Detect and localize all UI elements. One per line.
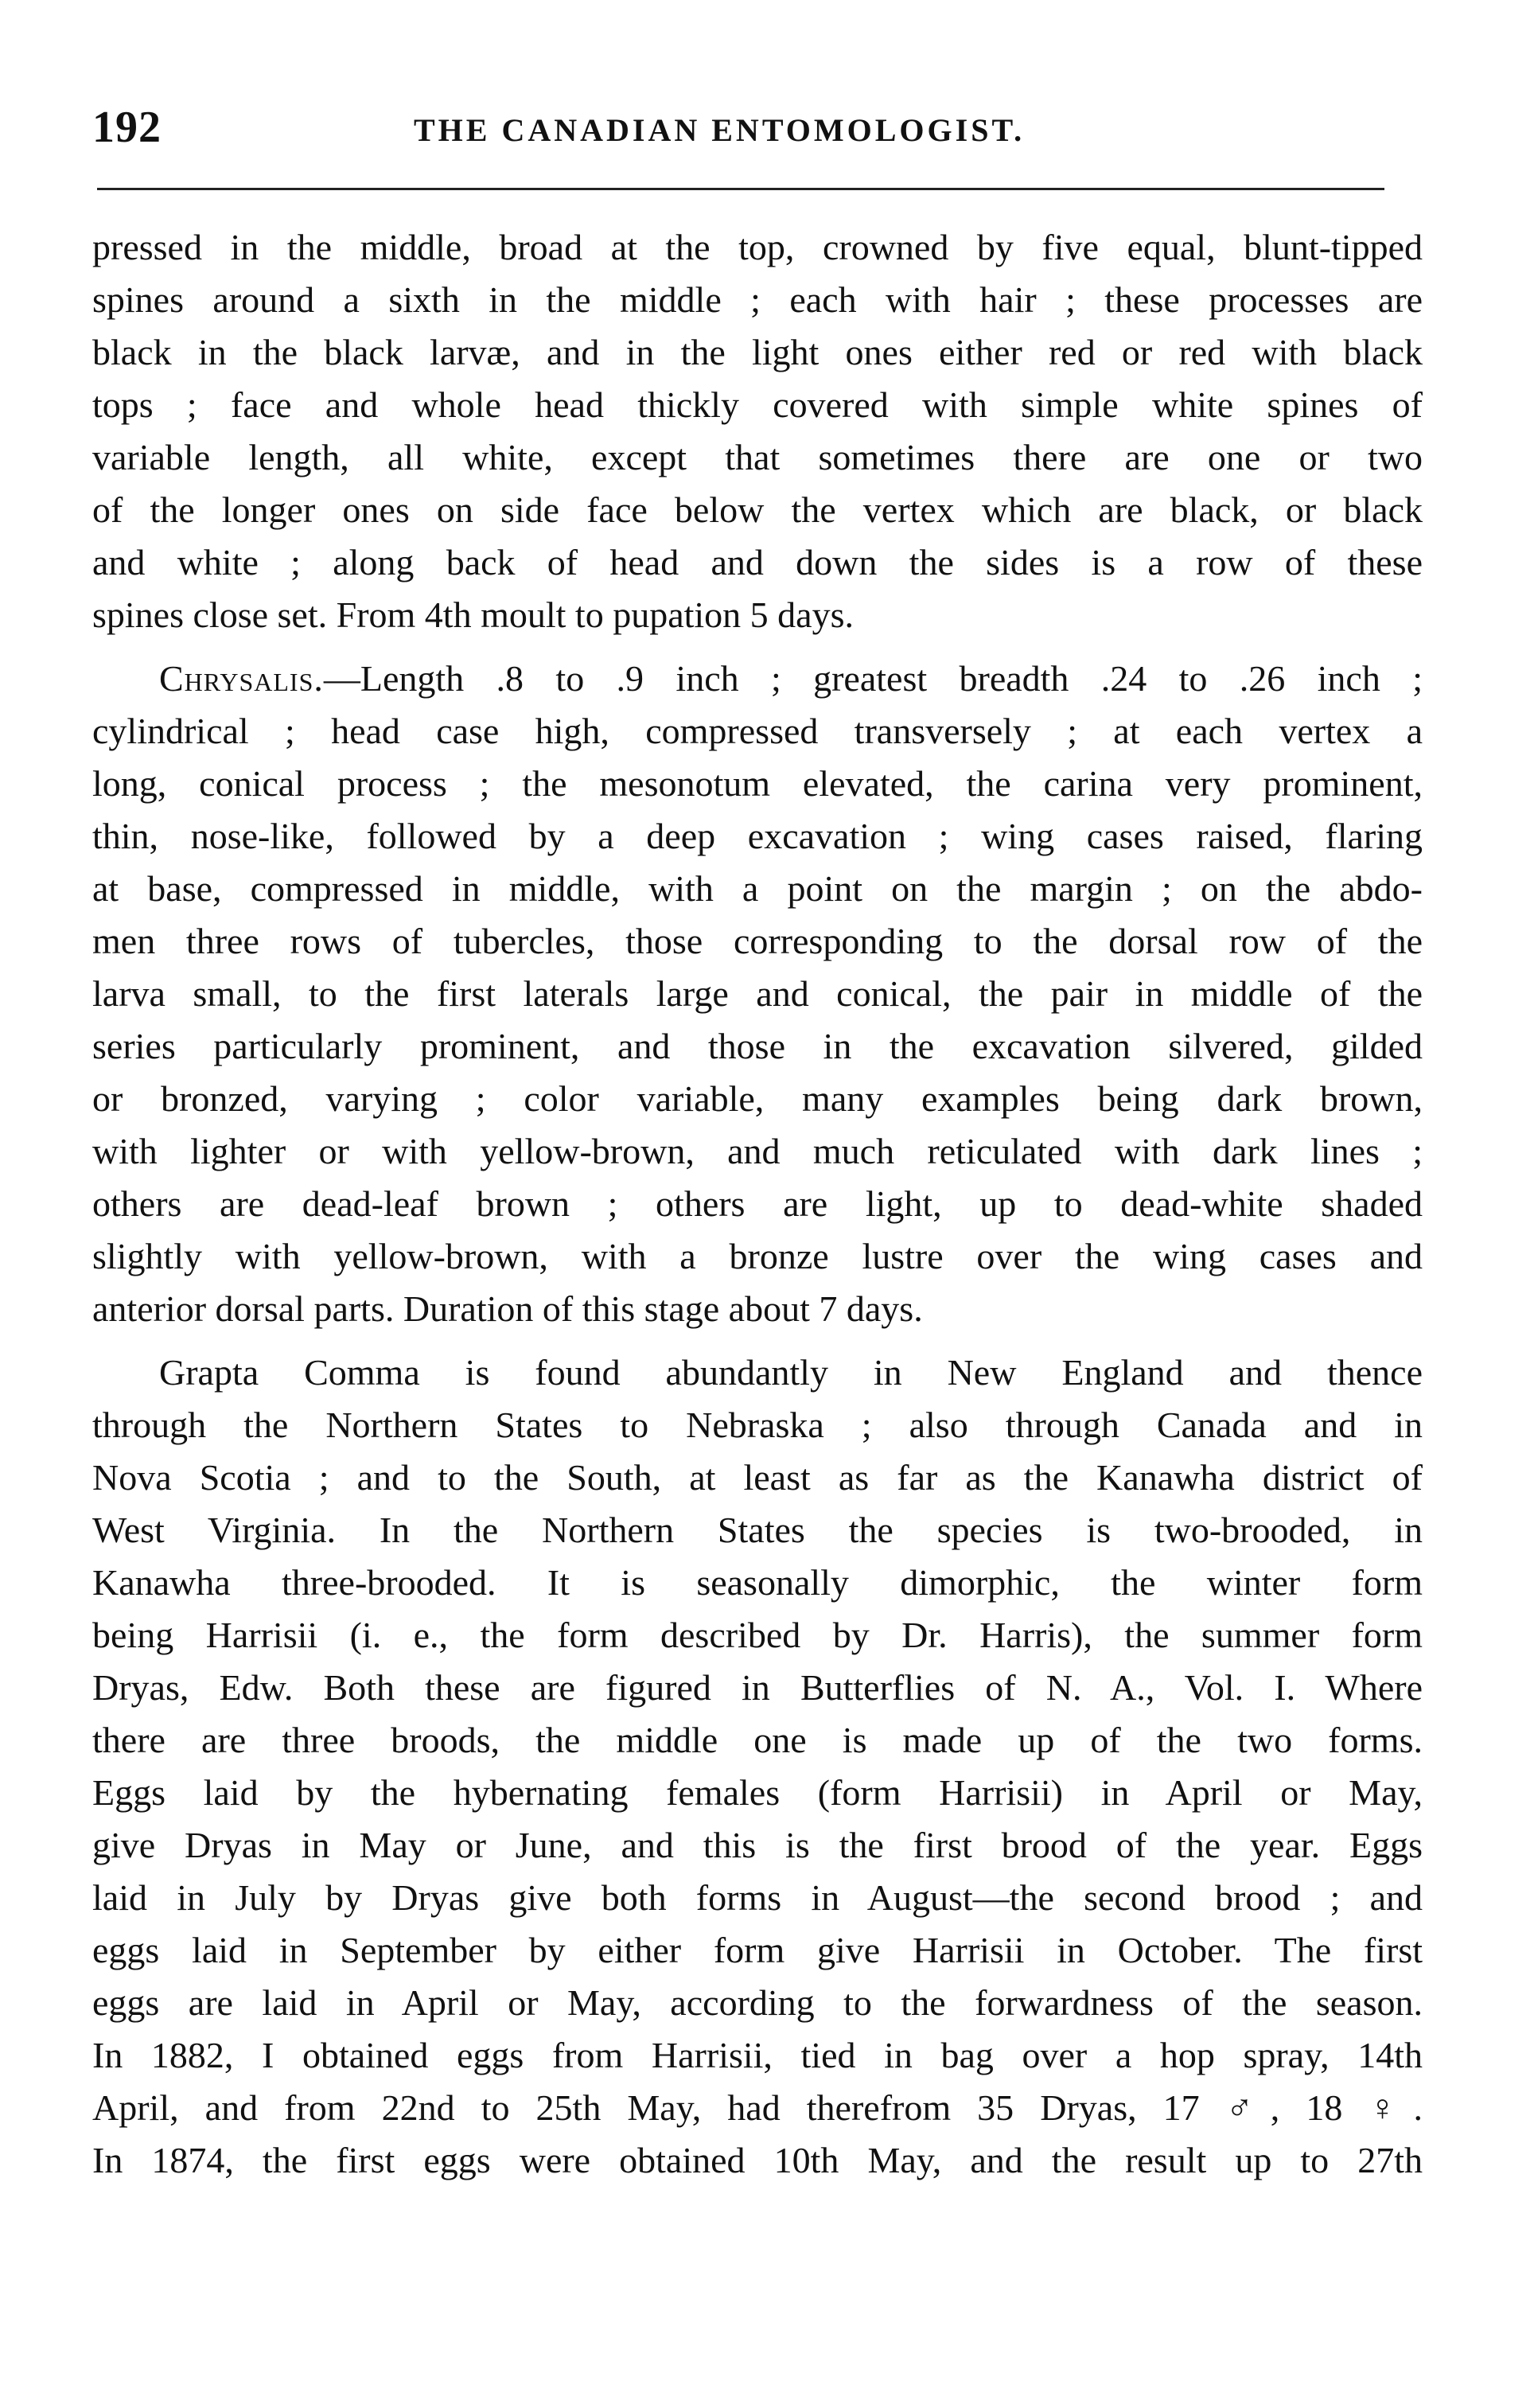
text-line: Kanawha three-brooded. It is seasonally dimorphic, the winter form [92,1562,1423,1603]
text-line: West Virginia. In the Northern States the species is two-brooded, in [92,1510,1423,1550]
header-rule [97,188,1384,190]
text-line: spines around a sixth in the middle ; each with hair ; these processes are [92,279,1423,320]
text-line: at base, compressed in middle, with a point on the margin ; on the abdo- [92,868,1423,909]
text-line: cylindrical ; head case high, compressed transversely ; at each vertex a [92,711,1423,751]
running-title: THE CANADIAN ENTOMOLOGIST. [414,112,1026,148]
text-line: and white ; along back of head and down the sides is a row of these [92,542,1423,583]
text-line: April, and from 22nd to 25th May, had therefrom 35 Dryas, 17 ♂, 18 ♀. [92,2087,1423,2128]
page-number: 192 [92,103,162,152]
text-line: variable length, all white, except that sometimes there are one or two [92,437,1423,477]
text-line: Eggs laid by the hybernating females (form Harrisii) in April or May, [92,1772,1423,1813]
text-line: In 1882, I obtained eggs from Harrisii, tied in bag over a hop spray, 14th [92,2035,1423,2075]
text-line: spines close set. From 4th moult to pupation 5 days. [92,594,854,635]
text-line: larva small, to the first laterals large and conical, the pair in middle of the [92,973,1423,1014]
chrysalis-lead: Chrysalis. [159,658,324,699]
text-line: with lighter or with yellow-brown, and much reticulated with dark lines ; [92,1131,1423,1171]
text-line: through the Northern States to Nebraska ; also through Canada and in [92,1405,1423,1445]
text-line: Nova Scotia ; and to the South, at least as far as the Kanawha district of [92,1457,1423,1498]
text-line: or bronzed, varying ; color variable, many examples being dark brown, [92,1078,1423,1119]
text-line: there are three broods, the middle one is made up of the two forms. [92,1720,1423,1760]
text-line: series particularly prominent, and those in the excavation silvered, gilded [92,1026,1423,1066]
text-line: laid in July by Dryas give both forms in August—the second brood ; and [92,1877,1423,1918]
text-line: In 1874, the first eggs were obtained 10th May, and the result up to 27th [92,2140,1423,2180]
text-line: give Dryas in May or June, and this is the first brood of the year. Eggs [92,1825,1423,1865]
text-line-rest: —Length .8 to .9 inch ; greatest breadth .24 to .26 inch ; [323,658,1423,699]
text-line [92,653,1423,705]
text-line: pressed in the middle, broad at the top, crowned by five equal, blunt-tipped [92,227,1423,267]
text-line: tops ; face and whole head thickly covered with simple white spines of [92,384,1423,425]
text-line: eggs are laid in April or May, according to the forwardness of the season. [92,1982,1423,2023]
text-line: anterior dorsal parts. Duration of this stage about 7 days. [92,1288,923,1329]
text-line: black in the black larvæ, and in the light ones either red or red with black [92,332,1423,372]
text-line: men three rows of tubercles, those corresponding to the dorsal row of the [92,921,1423,961]
text-line: slightly with yellow-brown, with a bronze lustre over the wing cases and [92,1236,1423,1276]
text-line: being Harrisii (i. e., the form described by Dr. Harris), the summer form [92,1615,1423,1655]
text-line: Dryas, Edw. Both these are figured in Butterflies of N. A., Vol. I. Where [92,1667,1423,1708]
paragraph-chrysalis [92,653,1423,1335]
text-line: Grapta Comma is found abundantly in New England and thence [159,1352,1423,1393]
text-line: of the longer ones on side face below the vertex which are black, or black [92,489,1423,530]
body-text [92,221,1423,2198]
paragraph-grapta-comma [92,1346,1423,2187]
text-line: others are dead-leaf brown ; others are light, up to dead-white shaded [92,1183,1423,1224]
text-line: eggs laid in September by either form give Harrisii in October. The first [92,1930,1423,1970]
text-line: thin, nose-like, followed by a deep excavation ; wing cases raised, flaring [92,816,1423,856]
text-line: long, conical process ; the mesonotum elevated, the carina very prominent, [92,763,1423,804]
paragraph-larva-description [92,221,1423,641]
